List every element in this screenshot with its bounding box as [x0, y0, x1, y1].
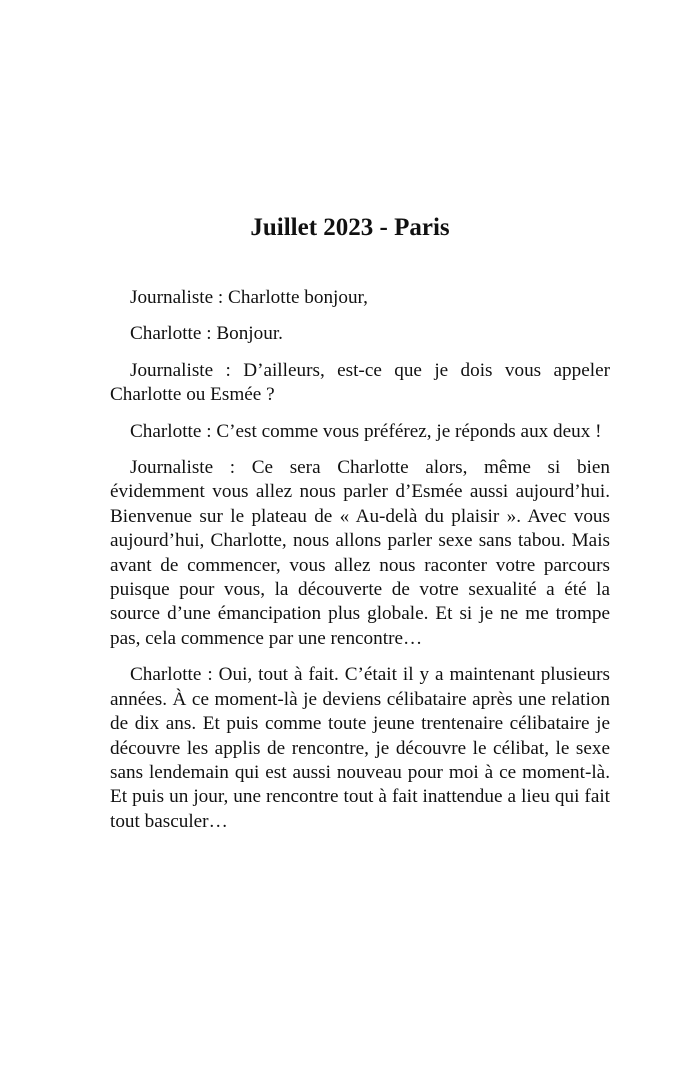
paragraph: Charlotte : C’est comme vous préférez, je réponds aux deux ! [130, 420, 602, 442]
paragraph: Charlotte : Oui, tout à fait. C’était il y a maintenant plusieurs années. À ce moment-là je deviens célibataire après une relation de dix ans. Et puis comme toute jeune trentenaire célibataire je découvre les applis de rencontre, je découvre le célibat, le sexe sans lendemain qui est aussi nouveau pour moi à ce moment-là. Et puis un jour, une rencontre tout à fait inattendue a lieu qui fait tout basculer… [110, 664, 610, 832]
paragraph: Journaliste : Ce sera Charlotte alors, même si bien évidemment vous allez nous parler d’Esmée aussi aujourd’hui. Bienvenue sur le plateau de « Au-delà du plaisir ». Avec vous aujourd’hui, Charlotte, nous allons parler sexe sans tabou. Mais avant de commencer, vous allez nous raconter votre parcours puisque pour vous, la découverte de votre sexualité a été la source d’une émancipation plus globale. Et si je ne me trompe pas, cela commence par une rencontre… [110, 457, 610, 649]
chapter-title: Juillet 2023 - Paris [250, 214, 450, 241]
dialogue-text [110, 286, 610, 834]
paragraph: Charlotte : Bonjour. [130, 323, 283, 345]
paragraph: Journaliste : Charlotte bonjour, [130, 287, 368, 308]
paragraph: Journaliste : D’ailleurs, est-ce que je dois vous appeler Charlotte ou Esmée ? [110, 359, 610, 406]
